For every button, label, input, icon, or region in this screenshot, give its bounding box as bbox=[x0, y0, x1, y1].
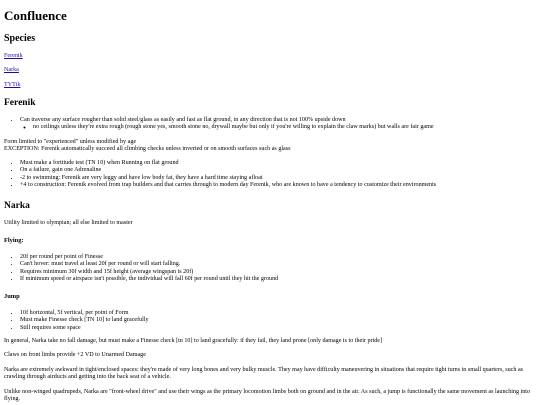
ferenik-form-limit: Form limited to "experienced" unless modified by age bbox=[4, 139, 137, 145]
species-link-ferenik-line bbox=[4, 53, 534, 60]
ferenik-exception: EXCEPTION: Ferenik automatically succeed all climbing checks unless inverted or on smooth surfaces such as glass bbox=[4, 146, 291, 152]
narka-quadrupeds: Unlike non-winged quadrupeds, Narka are "front-wheel drive" and use their wings as the primary locomotion limbs both on ground and in the air. As such, a jump is functionally the same movement as launching into flying. bbox=[4, 389, 531, 403]
ferenik-rules-list bbox=[4, 160, 534, 190]
list-item: • Requires minimum 30f width and 15f height (average wingspan is 20f) bbox=[20, 269, 534, 276]
list-item: • Can't hover: must travel at least 20f per round or will start falling. bbox=[20, 261, 534, 268]
list-item: • -2 to swimming: Ferenik are very leggy and have low body fat, they have a hard time staying afloat bbox=[20, 175, 534, 182]
ferenik-ceilings-list bbox=[20, 124, 534, 131]
species-link-narka[interactable]: Narka bbox=[4, 67, 19, 73]
species-link-tytik-line bbox=[4, 82, 534, 89]
narka-heading: Narka bbox=[4, 201, 30, 211]
list-item: • +4 to construction: Ferenik evolved from trap builders and that carries through to modern day Ferenik, who are known to have a tendency to customize their environments bbox=[20, 182, 534, 189]
list-item: ◦ no ceilings unless they're extra rough (rough stone yes, smooth stone no, drywall maybe but only if you're willing to explain the claw marks) but walls are fair game bbox=[33, 124, 534, 131]
list-item: • 10f horizontal, 5f vertical, per point of Form bbox=[20, 310, 534, 317]
narka-jump-list bbox=[4, 310, 534, 332]
list-item: • Must make Finesse check [TN 10] to land gracefully bbox=[20, 317, 534, 324]
list-item: • Still requires some space bbox=[20, 325, 534, 332]
narka-awkward-spaces: Narka are extremely awkward in tight/enclosed spaces: they're made of very long bones and very bulky muscle. They may have difficulty maneuvering in situations that require tight turns in small quarters, such as crawling through airducts and getting into the back seat of a vehicle. bbox=[4, 367, 524, 381]
list-item: • If minimum speed or airspace isn't possible, the individual will fall 60f per round until they hit the ground bbox=[20, 276, 534, 283]
species-link-ferenik[interactable]: Ferenik bbox=[4, 53, 23, 59]
ferenik-heading: Ferenik bbox=[4, 98, 36, 108]
species-link-narka-line bbox=[4, 67, 534, 74]
list-item: • On a failure, gain one Adrenaline bbox=[20, 167, 534, 174]
ferenik-traverse-text: Can traverse any surface rougher than solid steel/glass as easily and fast as flat ground, in any direction that is not 100% upside down bbox=[20, 117, 346, 123]
ferenik-traversal-list bbox=[4, 117, 534, 132]
narka-flying-list bbox=[4, 254, 534, 284]
species-heading: Species bbox=[4, 33, 36, 44]
narka-jump-heading: Jump bbox=[4, 293, 20, 300]
page-title: Confluence bbox=[4, 8, 67, 23]
list-item bbox=[20, 117, 534, 132]
species-link-tytik[interactable]: TYTik bbox=[4, 82, 21, 88]
list-item: • Must make a fortitude test (TN 10) when Running on flat ground bbox=[20, 160, 534, 167]
narka-flying-heading: Flying: bbox=[4, 237, 24, 244]
narka-claws: Claws on front limbs provide +2 VD to Unarmed Damage bbox=[4, 352, 146, 358]
list-item: • 20f per round per point of Finesse bbox=[20, 254, 534, 261]
narka-utility: Utility limited to olympian; all else limited to master bbox=[4, 220, 133, 226]
narka-fall-damage: In general, Narka take no fall damage, but must make a Finesse check [tn 10] to land gracefully: if they fail, they land prone [only damage is to their pride] bbox=[4, 338, 383, 344]
